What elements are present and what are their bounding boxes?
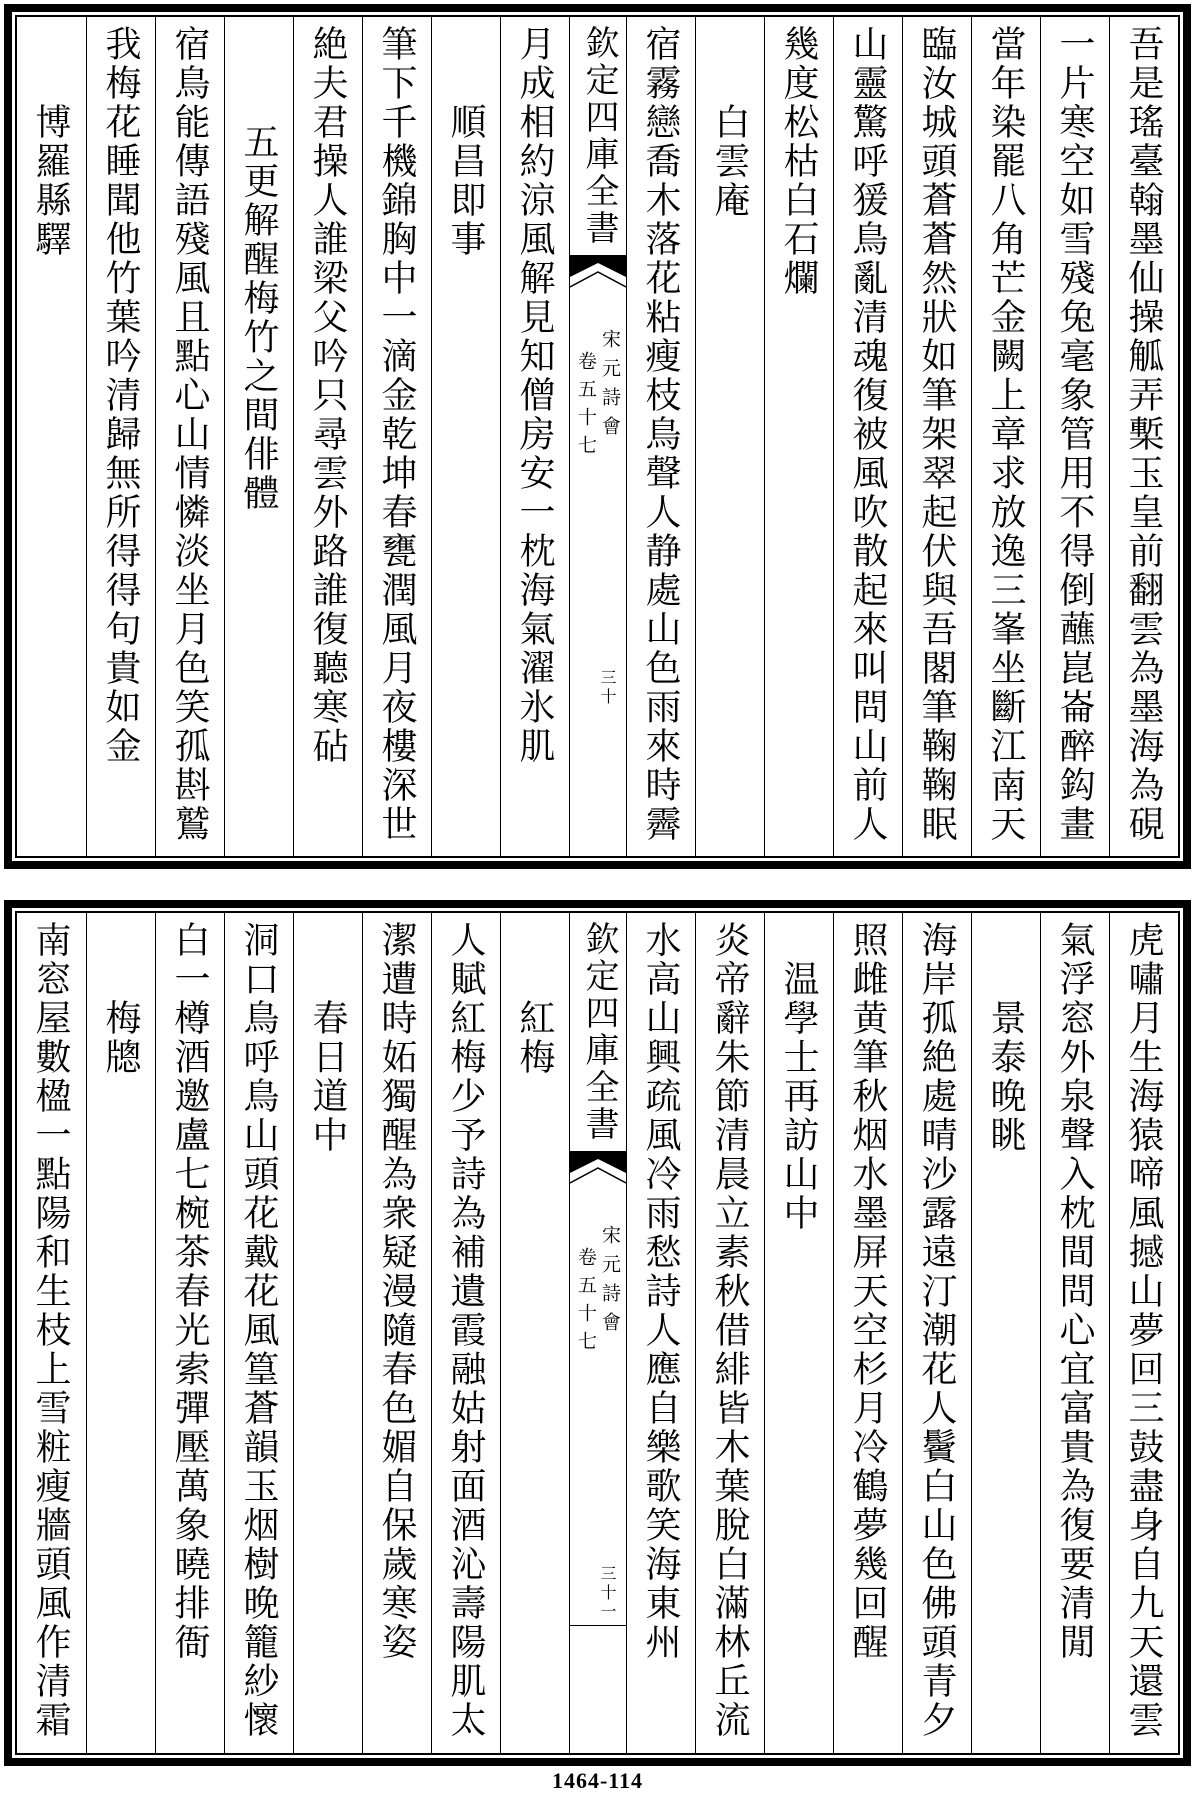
column-text: 月成相約涼風解見知僧房安一枕海氣濯氷肌 (514, 25, 555, 766)
text-column (86, 17, 155, 856)
text-column (902, 913, 971, 1753)
text-column (695, 913, 764, 1753)
poem-title: 博羅縣驛 (30, 103, 71, 259)
poem-title-column (695, 17, 764, 856)
text-column (626, 913, 695, 1753)
column-text: 照雌黄筆秋烟水墨屏天空杉月冷鶴夢幾回醒 (847, 921, 888, 1662)
collection-title: 宋元詩會 (599, 329, 621, 445)
column-text: 我梅花睡聞他竹葉吟清歸無所得得句貴如金 (100, 25, 141, 766)
collection-title: 宋元詩會 (599, 1225, 621, 1341)
column-text: 虎嘯月生海猿啼風撼山夢回三鼓盡身自九天還雲 (1123, 921, 1164, 1740)
column-text: 臨汝城頭蒼蒼然狀如筆架翠起伏與吾閣筆鞠鞠眠 (916, 25, 957, 844)
column-text: 南窓屋數楹一點陽和生枝上雪粧瘦牆頭風作清霜 (30, 921, 71, 1740)
column-text: 吾是瑤臺翰墨仙操觚弄槧玉皇前翻雲為墨海為硯 (1123, 25, 1164, 844)
column-text: 潔遭時妬獨醒為衆疑漫隨春色媚自保歲寒姿 (376, 921, 417, 1662)
poem-title: 春日道中 (307, 999, 348, 1155)
poem-title: 白雲庵 (709, 103, 750, 220)
poem-title-column (431, 17, 500, 856)
column-text: 宿霧戀喬木落花粘瘦枝鳥聲人静處山色雨來時霽 (640, 25, 681, 844)
column-text: 筆下千機錦胸中一滴金乾坤春甕潤風月夜樓深世 (376, 25, 417, 844)
poem-title-column (500, 913, 569, 1753)
volume-label: 卷五十七 (575, 1247, 597, 1359)
column-text: 氣浮窓外泉聲入枕間問心宜富貴為復要清閒 (1054, 921, 1095, 1662)
fish-tail-ornament-icon (570, 255, 626, 291)
fish-tail-ornament-icon (570, 1151, 626, 1187)
text-column (1040, 17, 1109, 856)
column-text: 一片寒空如雪殘兔毫象管用不得倒蘸崑崙醉鈎畫 (1054, 25, 1095, 844)
text-column (431, 913, 500, 1753)
page-frame-top (4, 4, 1191, 869)
page-inner-frame (15, 911, 1180, 1755)
text-column (833, 17, 902, 856)
poem-title: 紅梅 (514, 999, 555, 1077)
page-number: 三十一 (598, 1565, 617, 1622)
column-text: 白一樽酒邀盧七椀茶春光索彈壓萬象曉排衙 (169, 921, 210, 1662)
poem-title: 景泰晚眺 (985, 999, 1026, 1155)
text-column (362, 17, 431, 856)
column-text: 宿鳥能傳語殘風且點心山情憐淡坐月色笑孤斟鷲 (169, 25, 210, 844)
page-number: 三十 (598, 669, 617, 707)
text-column (293, 17, 362, 856)
column-text: 絶夫君操人誰梁父吟只尋雲外路誰復聽寒砧 (307, 25, 348, 766)
text-column (224, 913, 293, 1753)
text-column (155, 17, 224, 856)
text-column (155, 913, 224, 1753)
page-inner-frame (15, 15, 1180, 858)
text-column (764, 17, 833, 856)
column-text: 當年染罷八角芒金闕上章求放逸三峯坐斷江南天 (985, 25, 1026, 844)
poem-title-column (293, 913, 362, 1753)
column-text: 水高山興疏風冷雨愁詩人應自樂歌笑海東州 (640, 921, 681, 1662)
scan-page-reference: 1464-114 (551, 1768, 644, 1793)
page-number-rule (570, 1625, 626, 1626)
text-column (833, 913, 902, 1753)
center-fold (569, 913, 626, 1753)
text-column (626, 17, 695, 856)
column-text: 山靈驚呼猨鳥亂清魂復被風吹散起來叫問山前人 (847, 25, 888, 844)
column-text: 人賦紅梅少予詩為補遺霞融姑射面酒沁壽陽肌太 (445, 921, 486, 1740)
poem-title: 温學士再訪山中 (778, 960, 819, 1233)
column-text: 海岸孤絶處晴沙露遠汀潮花人鬢白山色佛頭青夕 (916, 921, 957, 1740)
poem-title: 順昌即事 (445, 103, 486, 259)
poem-title-column (17, 17, 86, 856)
column-text: 幾度松枯白石爛 (778, 25, 819, 298)
column-text: 炎帝辭朱節清晨立素秋借緋皆木葉脫白滿林丘流 (709, 921, 750, 1740)
book-title: 欽定四庫全書 (579, 921, 619, 1143)
text-column (1109, 17, 1178, 856)
text-column (971, 17, 1040, 856)
column-text: 洞口鳥呼鳥山頭花戴花風篁蒼韻玉烟樹晚籠紗懷 (238, 921, 279, 1740)
volume-label: 卷五十七 (575, 351, 597, 463)
center-fold (569, 17, 626, 856)
poem-title: 梅牕 (100, 999, 141, 1077)
poem-title-column (224, 17, 293, 856)
poem-title-column (971, 913, 1040, 1753)
poem-title: 五更解醒梅竹之間俳體 (238, 123, 279, 513)
text-column (362, 913, 431, 1753)
text-column (1040, 913, 1109, 1753)
book-title: 欽定四庫全書 (579, 25, 619, 247)
page-frame-bottom (4, 900, 1191, 1766)
text-column (500, 17, 569, 856)
text-column (902, 17, 971, 856)
poem-title-column (86, 913, 155, 1753)
poem-title-column (764, 913, 833, 1753)
text-column (17, 913, 86, 1753)
text-column (1109, 913, 1178, 1753)
